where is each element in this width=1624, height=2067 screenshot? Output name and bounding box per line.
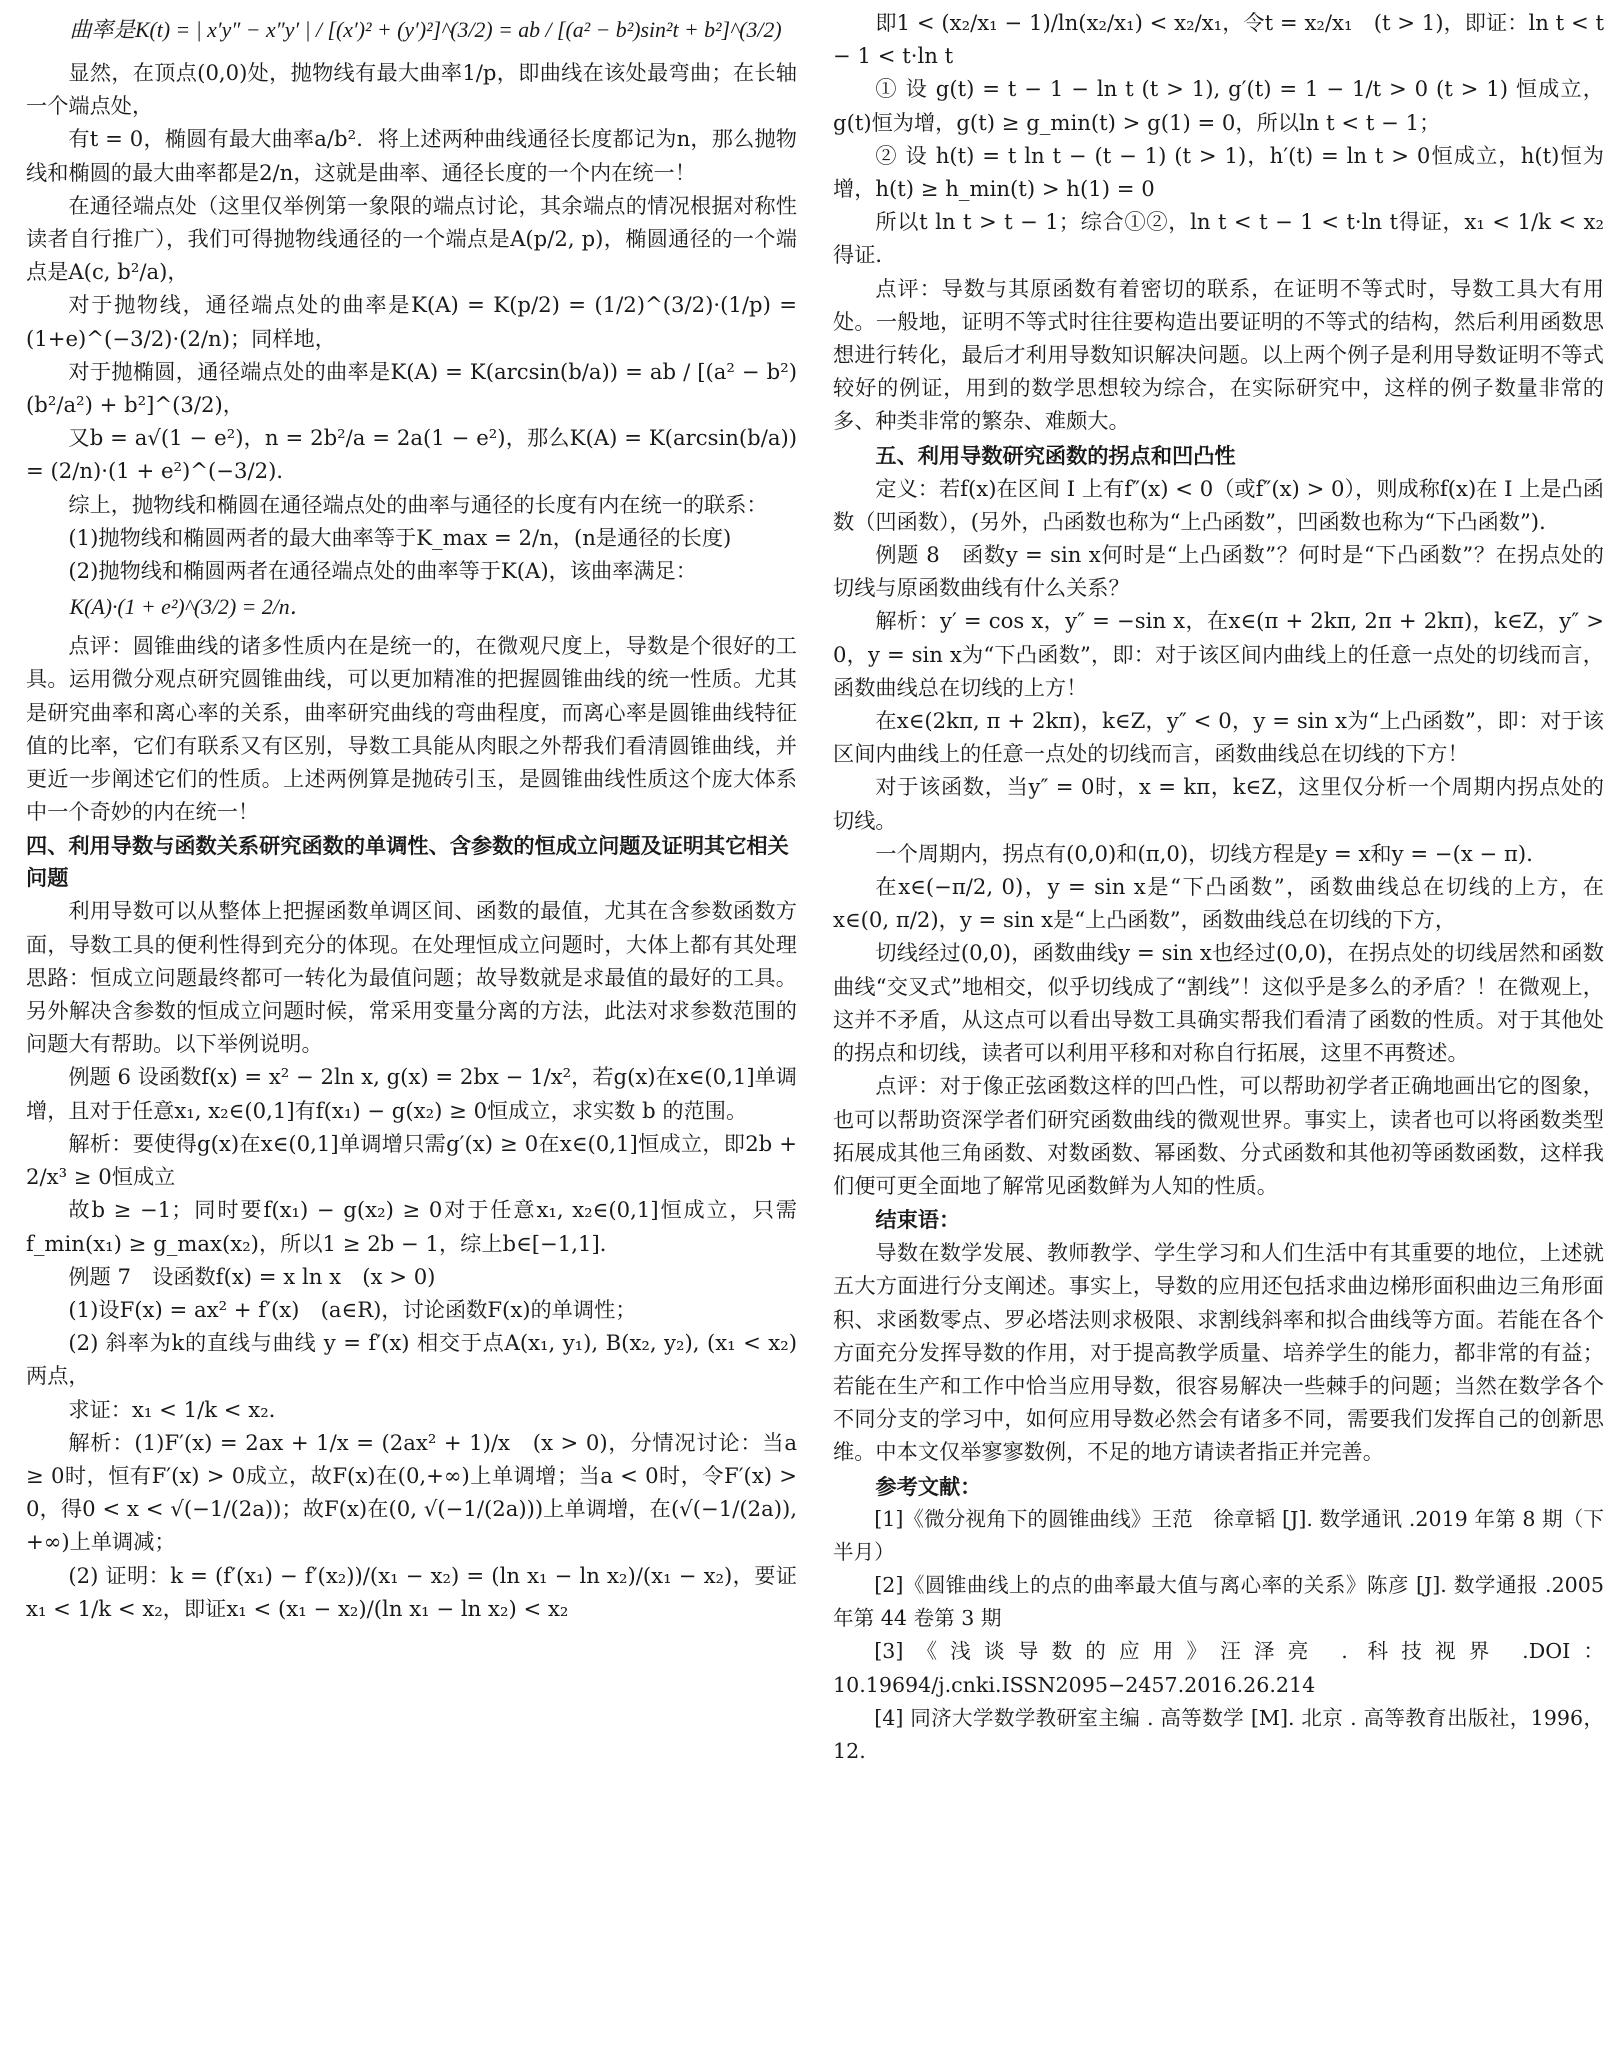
paragraph: ② 设 h(t) = t ln t − (t − 1) (t > 1)，h′(t) = ln t > 0恒成立，h(t)恒为增，h(t) ≥ h_min(t) > h(1) = 0 (833, 142, 1604, 202)
paragraph: 解析：(1)F′(x) = 2ax + 1/x = (2ax² + 1)/x (x > 0)，分情况讨论：当a ≥ 0时，恒有F′(x) > 0成立，故F(x)在(0,+∞)上单调增；当a < 0时，令F′(x) > 0，得0 < x < √(−1/(2a))；故F(x)在(0, √(−1/(2a)))上单调增，在(√(−1/(2a)), +∞)上单调减； (26, 1429, 797, 1555)
paragraph: 显然，在顶点(0,0)处，抛物线有最大曲率1/p，即曲线在该处最弯曲；在长轴一个端点处， (26, 60, 797, 119)
reference-item: [2]《圆锥曲线上的点的曲率最大值与离心率的关系》陈彦 [J]. 数学通报 .2005 年第 44 卷第 3 期 (833, 1572, 1604, 1631)
paragraph: 在x∈(−π/2, 0)，y = sin x是“下凸函数”，函数曲线总在切线的上方，在x∈(0, π/2)，y = sin x是“上凸函数”，函数曲线总在切线的下方， (833, 874, 1604, 933)
comment-paragraph: 点评：圆锥曲线的诸多性质内在是统一的，在微观尺度上，导数是个很好的工具。运用微分观点研究圆锥曲线，可以更加精准的把握圆锥曲线的统一性质。尤其是研究曲率和离心率的关系，曲率研究曲线的弯曲程度，而离心率是圆锥曲线特征值的比率，它们有联系又有区别，导数工具能从肉眼之外帮我们看清圆锥曲线，并更近一步阐述它们的性质。上述两例算是抛砖引玉，是圆锥曲线性质这个庞大体系中一个奇妙的内在统一！ (26, 633, 797, 825)
paragraph: 即1 < (x₂/x₁ − 1)/ln(x₂/x₁) < x₂/x₁，令t = x₂/x₁ (t > 1)，即证：ln t < t − 1 < t·ln t (833, 10, 1604, 69)
paragraph: 求证：x₁ < 1/k < x₂． (68, 1396, 290, 1422)
section-heading-5: 五、利用导数研究函数的拐点和凹凸性 (875, 442, 1236, 468)
definition-paragraph: 定义：若f(x)在区间 I 上有f″(x) < 0（或f″(x) > 0），则成称f(x)在 I 上是凸函数（凹函数），(另外，凸函数也称为“上凸函数”，凹函数也称为“下凸函数”)． (833, 475, 1604, 534)
paragraph: 所以t ln t > t − 1；综合①②，ln t < t − 1 < t·ln t得证，x₁ < 1/k < x₂得证． (833, 209, 1604, 268)
example-7: 例题 7 设函数f(x) = x ln x (x > 0) (68, 1263, 436, 1289)
example-8: 例题 8 函数y = sin x何时是“上凸函数”？何时是“下凸函数”？在拐点处的切线与原函数曲线有什么关系？ (833, 542, 1604, 601)
paragraph: 一个周期内，拐点有(0,0)和(π,0)，切线方程是y = x和y = −(x − π)． (875, 840, 1548, 866)
paragraph: 解析：要使得g(x)在x∈(0,1]单调增只需g′(x) ≥ 0在x∈(0,1]恒成立，即2b + 2/x³ ≥ 0恒成立 (26, 1130, 797, 1190)
paragraph: 利用导数可以从整体上把握函数单调区间、函数的最值，尤其在含参数函数方面，导数工具的便利性得到充分的体现。在处理恒成立问题时，大体上都有其处理思路：恒成立问题最终都可一转化为最值问题；故导数就是求最值的最好的工具。另外解决含参数的恒成立问题时候，常采用变量分离的方法，此法对求参数范围的问题大有帮助。以下举例说明。 (26, 898, 797, 1057)
paragraph: 切线经过(0,0)，函数曲线y = sin x也经过(0,0)，在拐点处的切线居然和函数曲线“交叉式”地相交，似乎切线成了“割线”！这似乎是多么的矛盾？！在微观上，这并不矛盾，从这点可以看出导数工具确实帮我们看清了函数的性质。对于其他处的拐点和切线，读者可以利用平移和对称自行拓展，这里不再赘述。 (833, 940, 1604, 1066)
conclusion-heading: 结束语： (875, 1207, 961, 1233)
list-item: (1)抛物线和椭圆两者的最大曲率等于K_max = 2/n，(n是通径的长度) (68, 524, 732, 550)
list-item: (2)抛物线和椭圆两者在通径端点处的曲率等于K(A)，该曲率满足： (68, 558, 697, 584)
conclusion-paragraph: 导数在数学发展、教师教学、学生学习和人们生活中有其重要的地位，上述就五大方面进行分支阐述。事实上，导数的应用还包括求曲边梯形面积曲边三角形面积、求函数零点、罗必塔法则求极限、求割线斜率和拟合曲线等方面。若能在各个方面充分发挥导数的作用，对于提高教学质量、培养学生的能力，都非常的有益；若能在生产和工作中恰当应用导数，很容易解决一些棘手的问题；当然在数学各个不同分支的学习中，如何应用导数必然会有诸多不同，需要我们发挥自己的创新思维。中本文仅举寥寥数例，不足的地方请读者指正并完善。 (833, 1240, 1604, 1465)
paragraph: 在通径端点处（这里仅举例第一象限的端点讨论，其余端点的情况根据对称性读者自行推广），我们可得抛物线通径的一个端点是A(p/2, p)，椭圆通径的一个端点是A(c, b²/a)， (26, 192, 797, 285)
left-column (26, 6, 797, 2067)
list-item: (2) 斜率为k的直线与曲线 y = f′(x) 相交于点A(x₁, y₁), B(x₂, y₂), (x₁ < x₂)两点， (26, 1330, 797, 1389)
reference-item: [4] 同济大学数学教研室主编 . 高等数学 [M]. 北京 . 高等教育出版社，1996，12. (833, 1705, 1604, 1763)
reference-item: [1]《微分视角下的圆锥曲线》王范 徐章韬 [J]. 数学通讯 .2019 年第 8 期（下半月） (833, 1506, 1604, 1564)
curvature-formula: 曲率是K(t) = | x′y″ − x″y′ | / [(x′)² + (y′)²]^(3/2) = ab / [(a² − b²)sin²t + b²]^(3/2) (69, 18, 782, 42)
reference-item: [3]《浅谈导数的应用》汪泽亮 . 科技视界 .DOI：10.19694/j.cnki.ISSN2095−2457.2016.26.214 (833, 1639, 1604, 1697)
list-item: (1)设F(x) = ax² + f′(x) (a∈R)，讨论函数F(x)的单调性； (68, 1296, 637, 1322)
paragraph: 对于抛椭圆，通径端点处的曲率是K(A) = K(arcsin(b/a)) = ab / [(a² − b²)(b²/a²) + b²]^(3/2)， (26, 358, 797, 418)
paragraph: 故b ≥ −1；同时要f(x₁) − g(x₂) ≥ 0对于任意x₁, x₂∈(0,1]恒成立，只需f_min(x₁) ≥ g_max(x₂)，所以1 ≥ 2b − 1，综上b∈[−1,1]． (26, 1197, 797, 1256)
paragraph: 对于抛物线，通径端点处的曲率是K(A) = K(p/2) = (1/2)^(3/2)·(1/p) = (1+e)^(−3/2)·(2/n)；同样地， (26, 292, 797, 351)
right-column (833, 6, 1604, 2067)
result-formula: K(A)·(1 + e²)^(3/2) = 2/n． (69, 595, 312, 620)
paragraph: ① 设 g(t) = t − 1 − ln t (t > 1), g′(t) = 1 − 1/t > 0 (t > 1) 恒成立，g(t)恒为增，g(t) ≥ g_min(t) > g(1) = 0，所以ln t < t − 1； (833, 76, 1604, 135)
references-heading: 参考文献： (875, 1473, 982, 1499)
paragraph: 综上，抛物线和椭圆在通径端点处的曲率与通径的长度有内在统一的联系： (68, 491, 768, 517)
example-6: 例题 6 设函数f(x) = x² − 2ln x, g(x) = 2bx − 1/x²，若g(x)在x∈(0,1]单调增，且对于任意x₁, x₂∈(0,1]有f(x₁) − g(x₂) ≥ 0恒成立，求实数 b 的范围。 (26, 1064, 797, 1123)
paragraph: 对于该函数，当y″ = 0时，x = kπ，k∈Z，这里仅分析一个周期内拐点处的切线。 (833, 774, 1604, 833)
comment-paragraph: 点评：对于像正弦函数这样的凹凸性，可以帮助初学者正确地画出它的图象，也可以帮助资深学者们研究函数曲线的微观世界。事实上，读者也可以将函数类型拓展成其他三角函数、对数函数、幂函数、分式函数和其他初等函数函数，这样我们便可更全面地了解常见函数鲜为人知的性质。 (833, 1073, 1604, 1198)
section-heading-4: 四、利用导数与函数关系研究函数的单调性、含参数的恒成立问题及证明其它相关问题 (26, 833, 789, 891)
paragraph: 在x∈(2kπ, π + 2kπ)，k∈Z，y″ < 0，y = sin x为“上凸函数”，即：对于该区间内曲线上的任意一点处的切线而言，函数曲线总在切线的下方！ (833, 708, 1604, 767)
paragraph: 有t = 0，椭圆有最大曲率a/b²．将上述两种曲线通径长度都记为n，那么抛物线和椭圆的最大曲率都是2/n，这就是曲率、通径长度的一个内在统一！ (26, 126, 797, 185)
comment-paragraph: 点评：导数与其原函数有着密切的联系，在证明不等式时，导数工具大有用处。一般地，证明不等式时往往要构造出要证明的不等式的结构，然后利用函数思想进行转化，最后才利用导数知识解决问题。以上两个例子是利用导数证明不等式较好的例证，用到的数学思想较为综合，在实际研究中，这样的例子数量非常的多、种类非常的繁杂、难颇大。 (833, 275, 1604, 434)
paragraph: 解析：y′ = cos x，y″ = −sin x，在x∈(π + 2kπ, 2π + 2kπ)，k∈Z，y″ > 0，y = sin x为“下凸函数”，即：对于该区间内曲线上的任意一点处的切线而言，函数曲线总在切线的上方！ (833, 608, 1604, 700)
paragraph: 又b = a√(1 − e²)，n = 2b²/a = 2a(1 − e²)，那么K(A) = K(arcsin(b/a)) = (2/n)·(1 + e²)^(−3/2)． (26, 425, 797, 484)
paragraph: (2) 证明：k = (f′(x₁) − f′(x₂))/(x₁ − x₂) = (ln x₁ − ln x₂)/(x₁ − x₂)，要证x₁ < 1/k < x₂，即证x₁ < (x₁ − x₂)/(ln x₁ − ln x₂) < x₂ (26, 1562, 797, 1621)
